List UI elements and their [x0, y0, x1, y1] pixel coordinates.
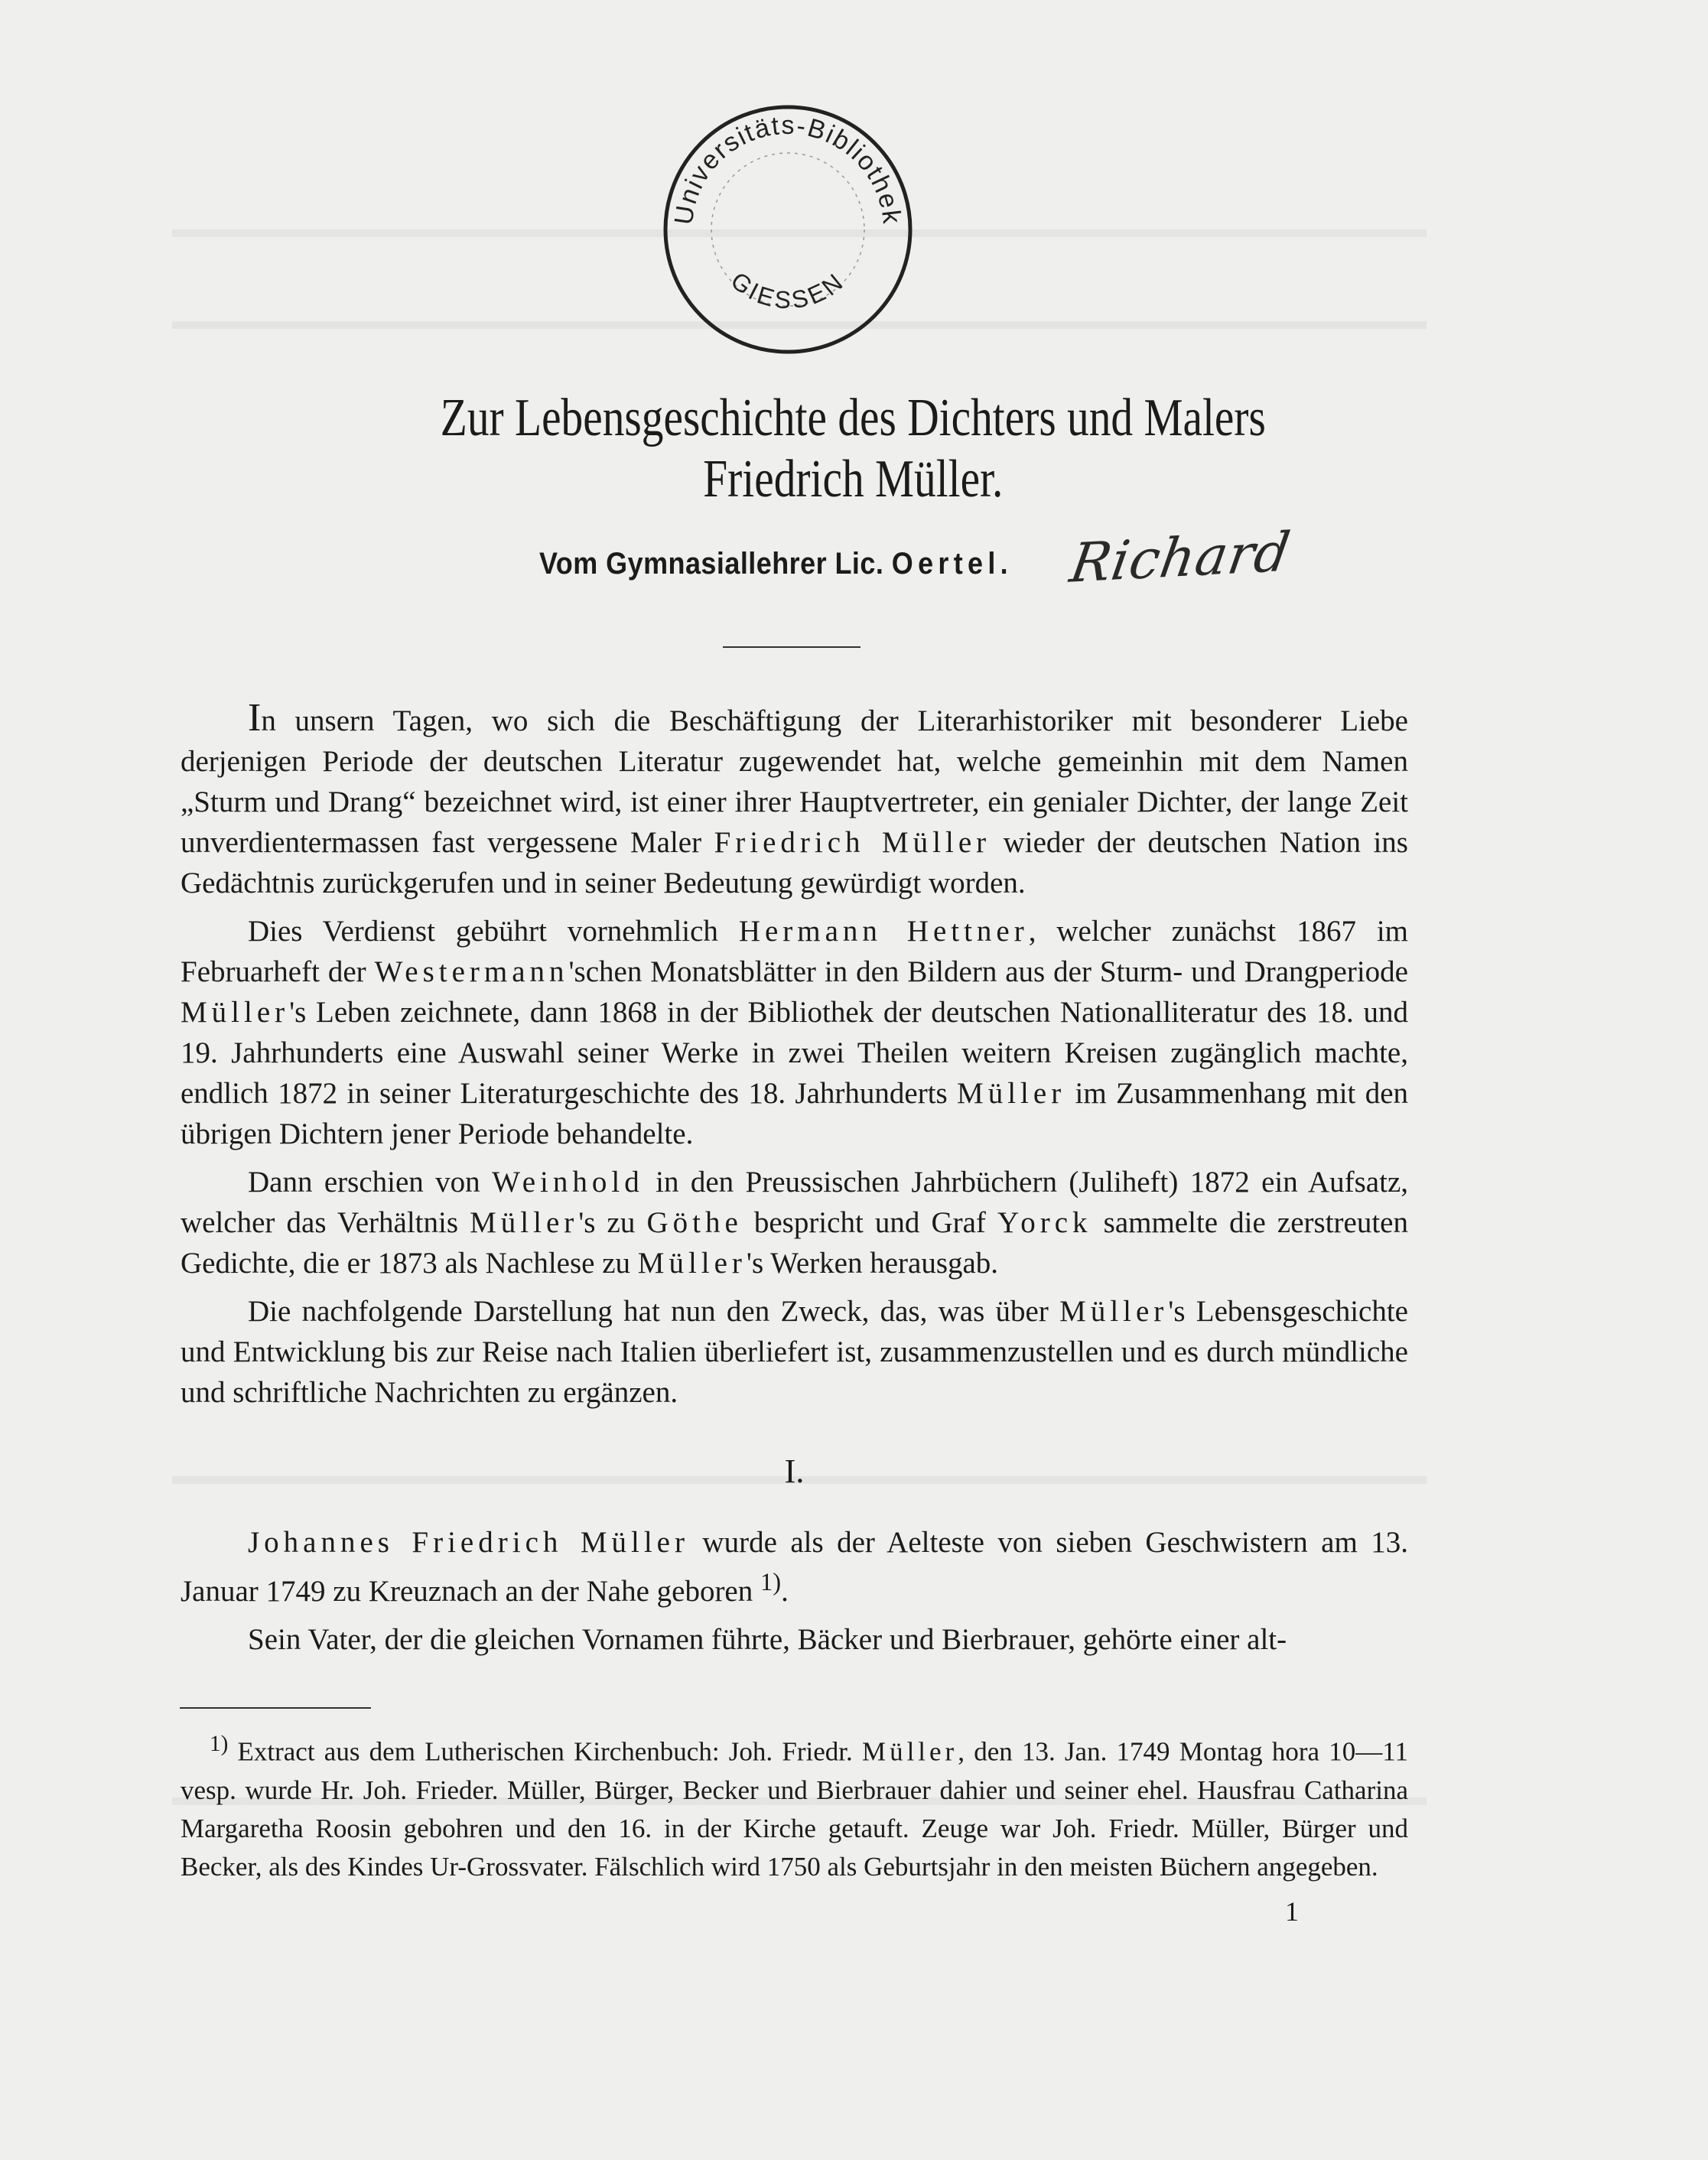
paragraph: [181, 698, 1408, 903]
paragraph: [181, 1291, 1408, 1413]
spaced-name: Yorck: [997, 1206, 1092, 1239]
paragraph: [181, 1619, 1408, 1660]
text-run: Dann erschien von: [248, 1166, 493, 1199]
page-number: 1: [1285, 1896, 1299, 1927]
spaced-name: Müller: [1059, 1295, 1169, 1328]
paragraph: [181, 1162, 1408, 1283]
spaced-name: Müller: [957, 1077, 1066, 1110]
article-subtitle: Friedrich Müller.: [703, 450, 1004, 509]
library-stamp: [658, 99, 918, 359]
article-title: Zur Lebensgeschichte des Dichters und Malers: [440, 389, 1266, 447]
paragraph: [181, 911, 1408, 1154]
footnote-reference: 1): [760, 1569, 782, 1596]
text-run: wieder der deutschen Nation ins Gedächtnis zurückgerufen und in seiner Bedeutung gewürdigt worden.: [181, 826, 1408, 899]
text-run: im Zusammenhang mit den übrigen Dichtern jener Periode behandelte.: [181, 1077, 1408, 1150]
text-run: Extract aus dem Lutherischen Kirchenbuch: Joh. Friedr.: [228, 1736, 862, 1767]
byline-author: Oertel.: [891, 547, 1013, 581]
text-run: 's Werken herausgab.: [746, 1247, 999, 1280]
footnote: [181, 1725, 1408, 1886]
text-run: 's Leben zeichnete, dann 1868 in der Bibliothek der deutschen Nationalliteratur des 18. und 19. Jahrhunderts eine Auswahl seiner Werke in zwei Theilen weitern Kreisen zugänglich machte, endlich 1872 in seiner Literaturgeschichte des 18. Jahrhunderts: [181, 996, 1408, 1110]
text-run: .: [781, 1575, 789, 1608]
initial-letter: I: [248, 696, 262, 740]
spaced-name: Johannes Friedrich Müller: [248, 1526, 689, 1559]
spaced-name: Weinhold: [492, 1166, 644, 1199]
divider: [723, 646, 861, 648]
body-text: [181, 698, 1408, 1667]
text-run: Dies Verdienst gebührt vornehmlich: [248, 915, 739, 948]
byline: [539, 547, 1013, 581]
text-run: n unsern Tagen, wo sich die Beschäftigung der Literarhistoriker mit besonderer Liebe derjenigen Periode der deutschen Literatur zugewendet hat, welche gemeinhin mit dem Namen „Sturm und Drang“ bezeichnet wird, ist einer ihrer Hauptvertreter, ein genialer Dichter, der lange Zeit unverdientermassen fast vergessene Maler: [181, 704, 1408, 859]
spaced-name: Westermann: [374, 955, 569, 988]
text-run: wurde als der Aelteste von sieben Geschwistern am 13. Januar 1749 zu Kreuznach an der Nahe geboren: [181, 1526, 1408, 1608]
text-run: , den 13. Jan. 1749 Montag hora 10—11 vesp. wurde Hr. Joh. Frieder. Müller, Bürger, Becker und Bierbrauer dahier und seiner ehel. Hausfrau Catharina Margaretha Roosin gebohren und den 16. in der Kirche getauft. Zeuge war Joh. Friedr. Müller, Bürger und Becker, als des Kindes Ur-Grossvater. Fälschlich wird 1750 als Geburtsjahr in den meisten Büchern angegeben.: [181, 1736, 1408, 1882]
byline-prefix: Vom Gymnasiallehrer Lic.: [539, 547, 884, 581]
spaced-name: Müller: [181, 996, 290, 1029]
spaced-name: Friedrich Müller: [714, 826, 991, 859]
text-run: 's zu: [578, 1206, 647, 1239]
text-run: Sein Vater, der die gleichen Vornamen führte, Bäcker und Bierbrauer, gehörte einer alt-: [248, 1623, 1287, 1656]
text-run: bespricht und Graf: [742, 1206, 997, 1239]
footnote-marker: 1): [210, 1732, 229, 1756]
footnote-text: [181, 1725, 1408, 1886]
spaced-name: Müller: [470, 1206, 579, 1239]
text-run: 's Lebensgeschichte und Entwicklung bis zur Reise nach Italien überliefert ist, zusammenzustellen und es durch mündliche und schriftliche Nachrichten zu ergänzen.: [181, 1295, 1408, 1409]
text-run: in den Preussischen Jahrbüchern (Juliheft) 1872 ein Aufsatz, welcher das Verhältnis: [181, 1166, 1408, 1239]
text-run: , welcher zunächst 1867 im Februarheft der: [181, 915, 1408, 988]
svg-text:Universitäts-Bibliothek: [669, 111, 906, 226]
text-run: sammelte die zerstreuten Gedichte, die er 1873 als Nachlese zu: [181, 1206, 1408, 1280]
text-run: 'schen Monatsblätter in den Bildern aus der Sturm- und Drangperiode: [568, 955, 1408, 988]
stamp-top-text: Universitäts-Bibliothek: [669, 110, 907, 227]
spaced-name: Hermann Hettner: [738, 915, 1029, 948]
spaced-name: Müller: [637, 1247, 747, 1280]
stamp-bottom-text: GIESSEN: [725, 266, 851, 314]
spaced-name: Göthe: [646, 1206, 743, 1239]
footnote-divider: [180, 1707, 371, 1709]
paragraph: [181, 1522, 1408, 1612]
handwritten-annotation: Richard: [1065, 520, 1295, 595]
section-heading: I.: [784, 1452, 805, 1490]
spaced-name: Müller: [861, 1736, 958, 1767]
text-run: Die nachfolgende Darstellung hat nun den Zweck, das, was über: [248, 1295, 1060, 1328]
svg-text:GIESSEN: [726, 266, 850, 314]
